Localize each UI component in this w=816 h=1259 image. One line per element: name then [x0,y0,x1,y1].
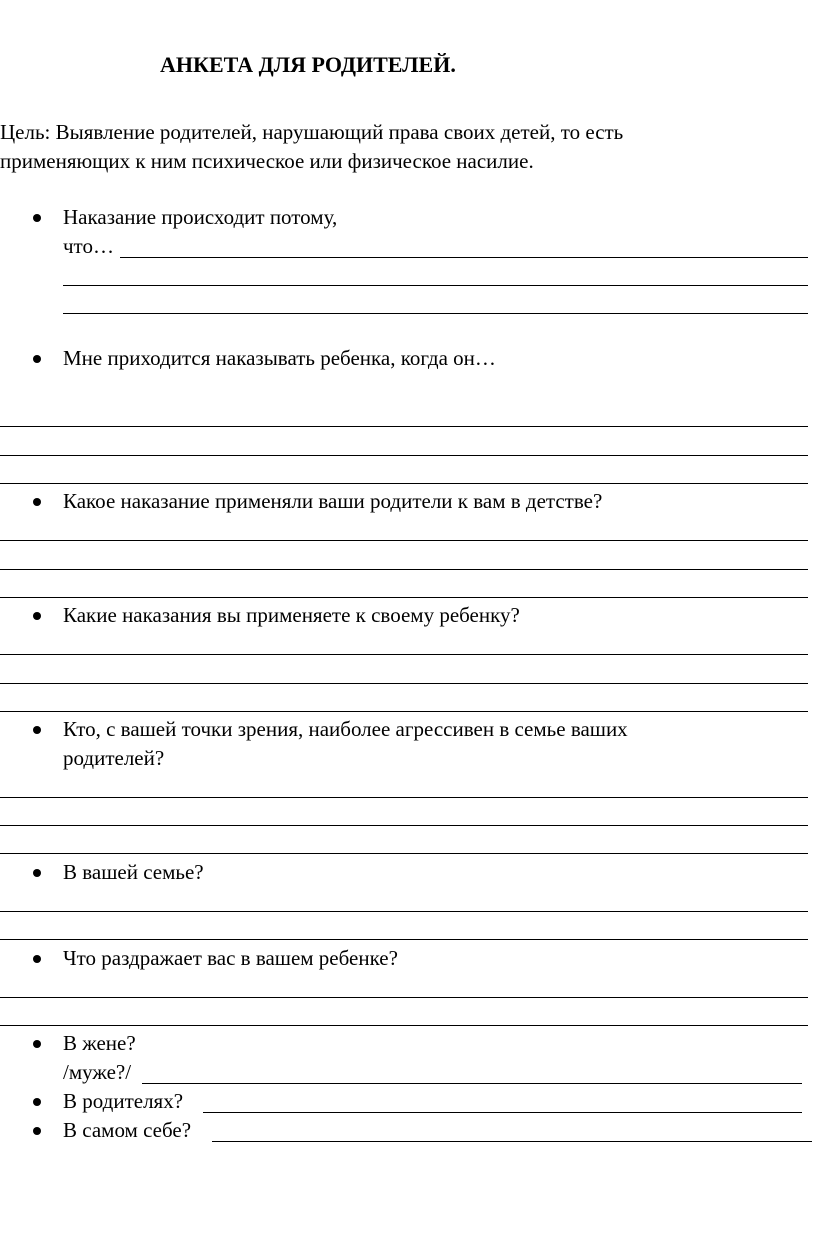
answer-line[interactable] [0,683,808,684]
question-8-line-1: В жене? [63,1031,136,1055]
question-2: Мне приходится наказывать ребенка, когда он… [63,346,496,370]
question-9: В родителях? [63,1089,184,1113]
answer-line[interactable] [63,313,808,314]
bullet-icon [33,1098,41,1106]
bullet-icon [33,955,41,963]
answer-line[interactable] [142,1083,802,1084]
question-4: Какие наказания вы применяете к своему ребенку? [63,603,520,627]
question-8-line-2: /муже?/ [63,1060,132,1084]
bullet-icon [33,498,41,506]
bullet-icon [33,355,41,363]
answer-line[interactable] [203,1112,802,1113]
answer-line[interactable] [0,654,808,655]
bullet-icon [33,1127,41,1135]
question-1-line-2: что… [63,234,114,258]
answer-line[interactable] [0,569,808,570]
answer-line[interactable] [212,1141,812,1142]
answer-line[interactable] [63,285,808,286]
answer-line[interactable] [0,939,808,940]
question-1-line-1: Наказание происходит потому, [63,205,338,229]
question-3: Какое наказание применяли ваши родители к вам в детстве? [63,489,603,513]
answer-line[interactable] [0,455,808,456]
answer-line[interactable] [0,1025,808,1026]
answer-line[interactable] [0,911,808,912]
answer-line[interactable] [0,711,808,712]
question-10: В самом себе? [63,1118,192,1142]
bullet-icon [33,612,41,620]
answer-line[interactable] [0,853,808,854]
bullet-icon [33,869,41,877]
answer-line[interactable] [0,597,808,598]
purpose-line-1: Цель: Выявление родителей, нарушающий права своих детей, то есть [0,120,624,144]
bullet-icon [33,214,41,222]
answer-line[interactable] [0,540,808,541]
answer-line[interactable] [0,483,808,484]
page-title: АНКЕТА ДЛЯ РОДИТЕЛЕЙ. [160,52,456,77]
bullet-icon [33,726,41,734]
question-5-line-2: родителей? [63,746,165,770]
answer-line[interactable] [0,825,808,826]
question-6: В вашей семье? [63,860,204,884]
answer-line[interactable] [0,797,808,798]
question-5-line-1: Кто, с вашей точки зрения, наиболее агрессивен в семье ваших [63,717,628,741]
answer-line[interactable] [120,257,808,258]
bullet-icon [33,1040,41,1048]
question-7: Что раздражает вас в вашем ребенке? [63,946,398,970]
purpose-line-2: применяющих к ним психическое или физическое насилие. [0,149,534,173]
answer-line[interactable] [0,997,808,998]
answer-line[interactable] [0,426,808,427]
